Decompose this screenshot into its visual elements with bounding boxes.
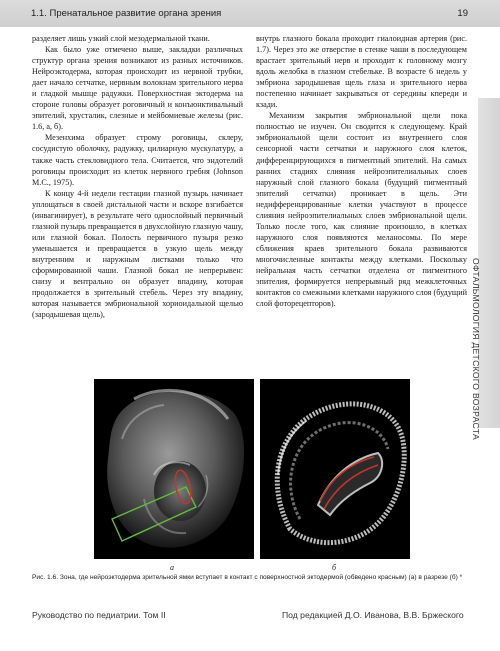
paragraph: внутрь глазного бокала проходит гиалоидная артерия (рис. 1.7). Через это же отверстие в стенке чаши в последующем врастает зрительный нерв и проходит к головному мозгу вдоль желобка в глазном стебельке. В возрасте 6 недель у эмбриона зародышевая щель глаза и зрительного нерва постепенно начинает закрываться от середины кпереди и кзади.: [256, 34, 467, 110]
figure-image-a: [94, 379, 254, 559]
paragraph: Механизм закрытия эмбриональной щели пока полностью не изучен. Он сводится к следующему. Край эмбриональной щели состоит из внутреннего слоя сенсорной части сетчатки и наружного слоя клеток, дифференцирующихся в пигментный эпителий. На самых ранних стадиях слияния нейроэпителиальных слоев наружный слой глазного бокала (будущий пигментный эпителий сетчатки) проникает в щель. Эти недифференцированные клетки участвуют в процессе слияния нейроэпителиальных слоев эмбриональной щели. Только после того, как слияние произошло, в клетках наружного слоя появляются меланосомы. По мере сближения краев зрительного бокала развиваются многочисленные контакты между клетками. Поскольку нейральная часть сетчатки отделена от пигментного эпителия, формируется непрерывный ряд межклеточных контактов со смежными клетками наружного слоя (будущий слой фоторецепторов).: [256, 111, 467, 309]
embryo-section-image: [260, 379, 410, 559]
embryo-3d-image: [94, 379, 254, 559]
paragraph: К концу 4-й недели гестации глазной пузырь начинает уплощаться в своей дистальной части и вскоре взгибается (инвагинирует), в результате чего однослойный первичный глазной пузырь превращается в двухслойную глазную чашу, или глазной бокал. Полость первичного пузыря резко уменьшается и превращается в узкую щель между внутренним и наружным листками только что сформированной чаши. Глазной бокал не непрерывен: снизу и вентрально он образует впадину, которая продолжается в зрительный стебель. Через эту впадину, которая называется эмбриональной хориоидальной щелью (зародышевая щель),: [32, 188, 243, 320]
footer-book-title: Руководство по педиатрии. Том II: [32, 610, 166, 620]
footer-editors: Под редакцией Д.О. Иванова, В.В. Бржеского: [282, 610, 464, 620]
figure-image-b: [260, 379, 410, 559]
figure-label-a: а: [170, 563, 174, 572]
page-header: [0, 0, 500, 27]
page-number: 19: [457, 8, 468, 19]
side-section-tab: [471, 98, 500, 440]
paragraph: разделяет лишь узкий слой мезодермальной ткани.: [32, 34, 210, 43]
paragraph: Как было уже отмечено выше, закладки различных структур органа зрения возникают из разных источников. Нейроэктодерма, которая происходит из нервной трубки, дает начало сетчатке, нервным волокнам зрительного нерва и гладкой мышце радужки. Поверхностная эктодерма на стороне головы образует роговичный и конъюнктивальный эпителий, хрусталик, слезные и мейбомиевые железы (рис. 1.6, а, б).: [32, 45, 243, 132]
side-tab-label: ОФТАЛЬМОЛОГИЯ ДЕТСКОГО ВОЗРАСТА: [471, 258, 481, 440]
left-column: [32, 33, 243, 320]
section-title: 1.1. Пренатальное развитие органа зрения: [31, 8, 222, 19]
paragraph: Мезенхима образует строму роговицы, склеру, сосудистую оболочку, радужку, цилиарную мускулатуру, а также часть стекловидного тела. Считается, что эндотелий роговицы происходит из клеток нервного гребня (Johnson M.C., 1975).: [32, 133, 243, 187]
figure-label-b: б: [332, 563, 337, 572]
right-column: [256, 33, 467, 309]
figure-caption: Рис. 1.6. Зона, где нейроэктодерма зрительной ямки вступает в контакт с поверхностной эктодермой (обведено красным) (а) в разрезе (б) *: [32, 574, 463, 581]
